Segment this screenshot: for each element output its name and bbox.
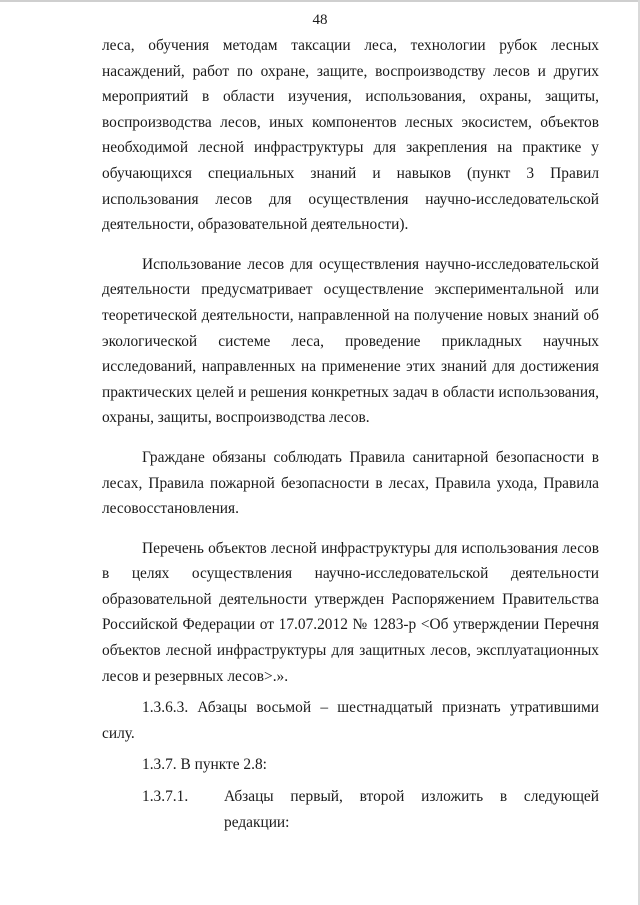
scan-edge-top <box>0 0 640 2</box>
paragraph-continuation: леса, обучения методам таксации леса, технологии рубок лесных насаждений, работ по охране, защите, воспроизводству лесов и других мероприятий в области изучения, использования, охраны, защиты, воспроизводства лесов, иных компонентов лесных экосистем, объектов необходимой лесной инфраструктуры для закрепления на практике у обучающихся специальных знаний и навыков (пункт 3 Правил использования лесов для осуществления научно-исследовательской деятельности, образовательной деятельности). <box>102 37 599 234</box>
page-number: 48 <box>312 12 328 28</box>
paragraph-item-1-3-6-3: 1.3.6.3. Абзацы восьмой – шестнадцатый признать утратившими силу. <box>102 699 599 742</box>
paragraph-item-1-3-7: 1.3.7. В пункте 2.8: <box>142 756 267 774</box>
paragraph-citizens-duties: Граждане обязаны соблюдать Правила санитарной безопасности в лесах, Правила пожарной безопасности в лесах, Правила ухода, Правила лесовосстановления. <box>102 448 599 518</box>
paragraph-infrastructure-list: Перечень объектов лесной инфраструктуры для использования лесов в целях осуществления научно-исследовательской деятельности образовательной деятельности утвержден Распоряжением Правительства Российской Федерации от 17.07.2012 № 1283-р <Об утверждении Перечня объектов лесной инфраструктуры для защитных лесов, эксплуатационных лесов и резервных лесов>.». <box>102 539 599 685</box>
item-text: Абзацы первый, второй изложить в следующей редакции: <box>224 788 599 831</box>
item-number: 1.3.7.1. <box>142 788 189 806</box>
paragraph-research-use: Использование лесов для осуществления научно-исследовательской деятельности предусматривает осуществление экспериментальной или теоретической деятельности, направленной на получение новых знаний об экологической системе леса, проведение прикладных научных исследований, направленных на применение этих знаний для достижения практических целей и решения конкретных задач в области использования, охраны, защиты, воспроизводства лесов. <box>102 255 599 427</box>
paragraph-item-1-3-7-1 <box>102 784 599 835</box>
body-text <box>102 33 599 835</box>
